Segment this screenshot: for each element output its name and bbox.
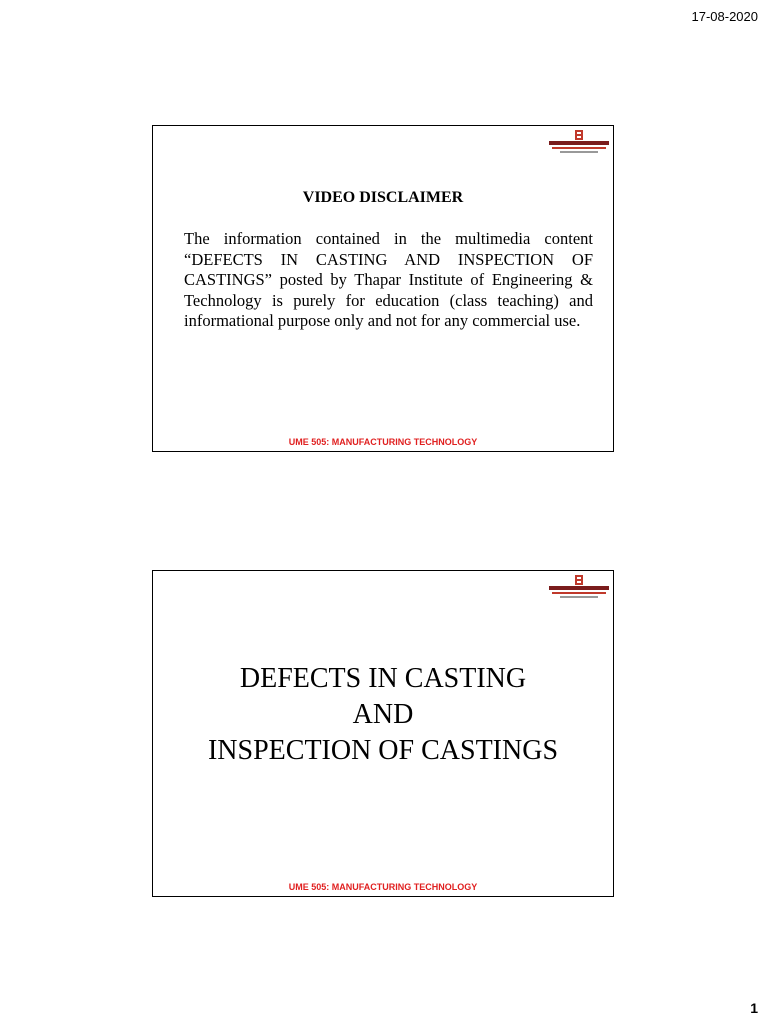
lecture-title-line: DEFECTS IN CASTING <box>239 663 527 694</box>
page-number: 1 <box>750 1000 758 1016</box>
slide-video-disclaimer <box>152 125 614 452</box>
slide-footer: UME 505: MANUFACTURING TECHNOLOGY <box>288 882 478 892</box>
lecture-title <box>153 661 613 769</box>
disclaimer-title: VIDEO DISCLAIMER <box>302 189 464 206</box>
lecture-title-line: AND <box>352 699 414 730</box>
disclaimer-body: The information contained in the multimedia content “DEFECTS IN CASTING AND INSPECTION OF CASTINGS” posted by Thapar Institute of Engineering & Technology is purely for education (class teaching) and informational purpose only and not for any commercial use. <box>184 229 593 330</box>
print-date: 17-08-2020 <box>691 9 758 24</box>
slide-footer: UME 505: MANUFACTURING TECHNOLOGY <box>288 437 478 447</box>
thapar-institute-logo <box>548 129 610 163</box>
lecture-title-line: INSPECTION OF CASTINGS <box>207 735 559 766</box>
thapar-institute-logo <box>548 574 610 608</box>
slide-title <box>152 570 614 897</box>
